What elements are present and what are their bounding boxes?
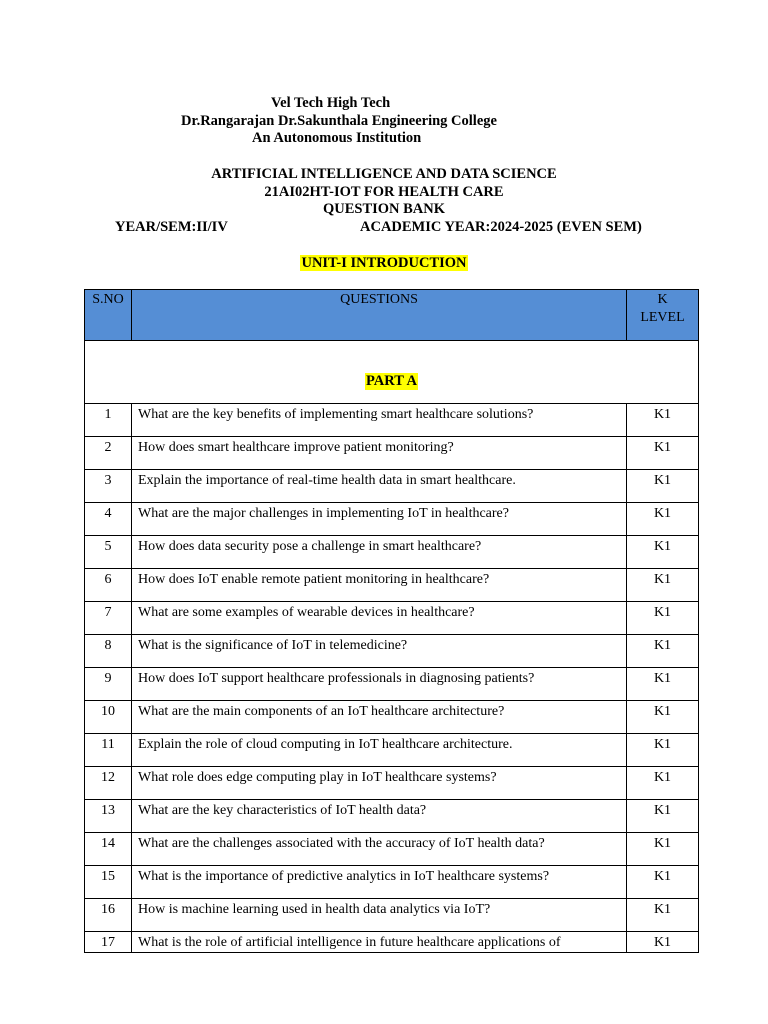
table-row	[85, 602, 699, 635]
autonomous-line: An Autonomous Institution	[252, 130, 422, 146]
unit-title: UNIT-I INTRODUCTION	[301, 255, 467, 271]
k-level: K1	[627, 734, 699, 767]
k-level: K1	[627, 932, 699, 953]
college-name: Dr.Rangarajan Dr.Sakunthala Engineering College	[181, 113, 497, 129]
klevel-header	[627, 290, 699, 341]
question-number: 12	[85, 767, 132, 800]
question-text: What is the significance of IoT in telemedicine?	[132, 635, 627, 668]
k-level: K1	[627, 701, 699, 734]
table-row	[85, 932, 699, 953]
table-header-row	[85, 290, 699, 341]
question-text: What are some examples of wearable devices in healthcare?	[132, 602, 627, 635]
klevel-header-line2: LEVEL	[640, 310, 685, 325]
question-number: 16	[85, 899, 132, 932]
question-number: 6	[85, 569, 132, 602]
year-sem: YEAR/SEM:II/IV	[115, 219, 228, 235]
question-number: 13	[85, 800, 132, 833]
table-row	[85, 767, 699, 800]
table-row	[85, 470, 699, 503]
question-text: How does smart healthcare improve patient monitoring?	[132, 437, 627, 470]
question-text: What are the challenges associated with the accuracy of IoT health data?	[132, 833, 627, 866]
question-number: 9	[85, 668, 132, 701]
question-text: How does data security pose a challenge in smart healthcare?	[132, 536, 627, 569]
question-text: What are the key benefits of implementing smart healthcare solutions?	[132, 404, 627, 437]
question-text: Explain the importance of real-time health data in smart healthcare.	[132, 470, 627, 503]
k-level: K1	[627, 404, 699, 437]
table-row	[85, 866, 699, 899]
k-level: K1	[627, 668, 699, 701]
doc-type: QUESTION BANK	[322, 201, 446, 217]
course-title: 21AI02HT-IOT FOR HEALTH CARE	[264, 184, 504, 200]
table-row	[85, 635, 699, 668]
part-a-cell	[85, 341, 699, 404]
question-text: What are the major challenges in implementing IoT in healthcare?	[132, 503, 627, 536]
questions-header: QUESTIONS	[132, 290, 627, 341]
table-row	[85, 833, 699, 866]
table-row	[85, 404, 699, 437]
unit-title-wrap	[0, 254, 768, 272]
sno-header: S.NO	[85, 290, 132, 341]
question-number: 17	[85, 932, 132, 953]
question-text: What is the importance of predictive analytics in IoT healthcare systems?	[132, 866, 627, 899]
question-text: What are the key characteristics of IoT health data?	[132, 800, 627, 833]
k-level: K1	[627, 767, 699, 800]
k-level: K1	[627, 833, 699, 866]
k-level: K1	[627, 899, 699, 932]
question-text: What is the role of artificial intelligence in future healthcare applications of	[132, 932, 627, 953]
question-text: How does IoT enable remote patient monitoring in healthcare?	[132, 569, 627, 602]
part-a-label: PART A	[366, 373, 417, 389]
table-row	[85, 437, 699, 470]
k-level: K1	[627, 800, 699, 833]
k-level: K1	[627, 470, 699, 503]
table-row	[85, 569, 699, 602]
table-row	[85, 536, 699, 569]
question-table	[84, 289, 699, 953]
table-row	[85, 800, 699, 833]
question-number: 3	[85, 470, 132, 503]
question-text: What role does edge computing play in IoT healthcare systems?	[132, 767, 627, 800]
question-number: 15	[85, 866, 132, 899]
klevel-header-line1: K	[657, 292, 668, 307]
table-row	[85, 734, 699, 767]
table-row	[85, 701, 699, 734]
academic-year: ACADEMIC YEAR:2024-2025 (EVEN SEM)	[360, 219, 642, 235]
table-row	[85, 668, 699, 701]
question-number: 8	[85, 635, 132, 668]
k-level: K1	[627, 569, 699, 602]
question-text: How does IoT support healthcare professionals in diagnosing patients?	[132, 668, 627, 701]
table-row	[85, 503, 699, 536]
question-number: 7	[85, 602, 132, 635]
question-number: 5	[85, 536, 132, 569]
question-number: 2	[85, 437, 132, 470]
k-level: K1	[627, 866, 699, 899]
k-level: K1	[627, 503, 699, 536]
question-number: 10	[85, 701, 132, 734]
k-level: K1	[627, 635, 699, 668]
table-row	[85, 899, 699, 932]
question-number: 1	[85, 404, 132, 437]
question-text: How is machine learning used in health data analytics via IoT?	[132, 899, 627, 932]
institution-name: Vel Tech High Tech	[271, 95, 391, 111]
question-number: 4	[85, 503, 132, 536]
part-a-row	[85, 341, 699, 404]
department-title: ARTIFICIAL INTELLIGENCE AND DATA SCIENCE	[211, 166, 557, 182]
question-text: Explain the role of cloud computing in IoT healthcare architecture.	[132, 734, 627, 767]
question-number: 14	[85, 833, 132, 866]
k-level: K1	[627, 437, 699, 470]
k-level: K1	[627, 602, 699, 635]
question-number: 11	[85, 734, 132, 767]
question-text: What are the main components of an IoT healthcare architecture?	[132, 701, 627, 734]
k-level: K1	[627, 536, 699, 569]
